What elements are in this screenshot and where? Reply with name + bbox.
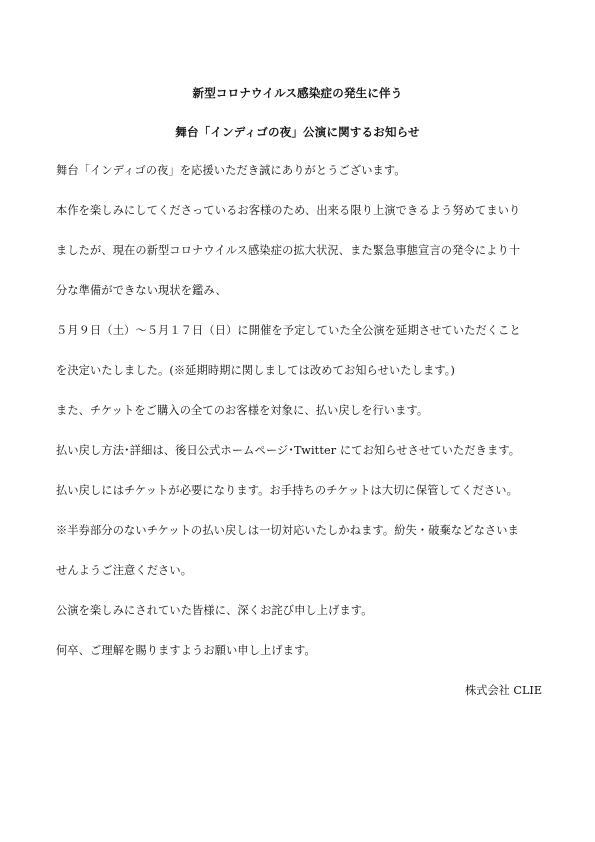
body-line: 分な準備ができない現状を鑑み、 (56, 284, 227, 297)
body-line: 本作を楽しみにしてくださっているお客様のため、出来る限り上演できるよう努めてまいり (56, 204, 521, 217)
body-line: せんようご注意ください。 (56, 564, 193, 577)
body-line-refund: また、チケットをご購入の全てのお客様を対象に、払い戻しを行います。 (56, 404, 429, 417)
body-line-postponement-dates: ５月９日（土）～５月１７日（日）に開催を予定していた全公演を延期させていただくこと (56, 324, 521, 337)
body-line-apology: 公演を楽しみにされていた皆様に、深くお詫び申し上げます。 (56, 604, 373, 617)
body-line: ましたが、現在の新型コロナウイルス感染症の拡大状況、また緊急事態宣言の発令により十 (56, 244, 521, 257)
body-line-greeting: 舞台「インディゴの夜」を応援いただき誠にありがとうございます。 (56, 164, 406, 177)
body-line-ticket-required: 払い戻しにはチケットが必要になります。お手持ちのチケットは大切に保管してください。 (56, 484, 518, 497)
body-line-closing: 何卒、ご理解を賜りますようお願い申し上げます。 (56, 644, 316, 657)
notice-title-line-1: 新型コロナウイルス感染症の発生に伴う (192, 86, 403, 100)
company-signature: 株式会社 CLIE (465, 684, 542, 697)
body-line-note: ※半券部分のないチケットの払い戻しは一切対応いたしかねます。紛失・破棄などなさいま (56, 524, 519, 537)
body-line-refund-details: 払い戻し方法･詳細は、後日公式ホームページ･Twitter にてお知らせさせていただきます。 (56, 444, 521, 457)
notice-title-line-2: 舞台「インディゴの夜」公演に関するお知らせ (175, 125, 420, 139)
body-line: を決定いたしました。(※延期時期に関しましては改めてお知らせいたします。) (56, 364, 456, 377)
